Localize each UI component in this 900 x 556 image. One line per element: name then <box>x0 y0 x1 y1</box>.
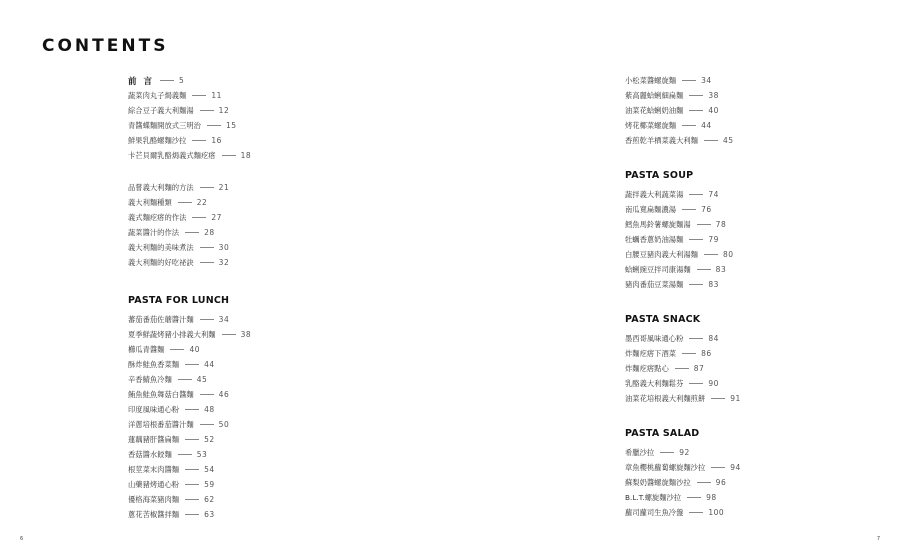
toc-entry-page: 52 <box>204 435 215 444</box>
leader-line <box>200 424 214 425</box>
toc-entry-title: 烤花椰菜螺旋麵 <box>625 120 677 130</box>
toc-entry-title: 義大利麵的好吃祕訣 <box>128 257 194 267</box>
toc-entry[interactable] <box>128 447 251 462</box>
toc-entry-title: B.L.T.螺旋麵沙拉 <box>625 492 682 502</box>
group-spacer <box>625 292 741 314</box>
leader-line <box>682 125 696 126</box>
toc-entry[interactable] <box>625 391 741 406</box>
toc-entry-title: 綜合豆子義大利麵湯 <box>128 105 194 115</box>
toc-entry[interactable] <box>625 361 741 376</box>
leader-line <box>711 467 725 468</box>
leader-line <box>697 269 711 270</box>
leader-line <box>689 110 703 111</box>
section-heading: PASTA SOUP <box>625 170 694 181</box>
leader-line <box>200 319 214 320</box>
toc-entry[interactable] <box>625 460 741 475</box>
toc-entry-page: 76 <box>701 205 712 214</box>
leader-line <box>704 140 718 141</box>
toc-entry-title: 青醬蝶麵開放式三明治 <box>128 120 201 130</box>
toc-entry[interactable] <box>128 492 251 507</box>
toc-entry-page: 28 <box>204 228 215 237</box>
toc-entry[interactable] <box>128 402 251 417</box>
toc-entry-page: 62 <box>204 495 215 504</box>
leader-line <box>178 202 192 203</box>
leader-line <box>185 364 199 365</box>
toc-entry-page: 74 <box>708 190 719 199</box>
leader-line <box>682 80 696 81</box>
toc-entry-page: 48 <box>204 405 215 414</box>
toc-entry-title: 夏季鮮蔬烤豬小排義大利麵 <box>128 329 216 339</box>
toc-entry[interactable] <box>625 331 741 346</box>
toc-entry[interactable] <box>625 277 741 292</box>
leader-line <box>160 80 174 81</box>
toc-entry-title: 酥炸鮭魚香菜麵 <box>128 359 180 369</box>
toc-entry[interactable] <box>128 103 251 118</box>
section-heading: PASTA SNACK <box>625 314 701 325</box>
toc-entry[interactable] <box>128 357 251 372</box>
toc-entry-page: 53 <box>196 450 208 459</box>
leader-line <box>682 209 696 210</box>
toc-entry[interactable] <box>625 217 741 232</box>
leader-line <box>192 140 206 141</box>
toc-entry[interactable] <box>625 88 741 103</box>
toc-entry-title: 品嘗義大利麵的方法 <box>128 182 194 192</box>
toc-entry-page: 12 <box>218 106 230 115</box>
leader-line <box>185 232 199 233</box>
toc-entry-page: 59 <box>204 480 215 489</box>
toc-entry-title: 洋蔥培根番茄醬汁麵 <box>128 419 194 429</box>
leader-line <box>185 409 199 410</box>
toc-entry-title: 根莖菜末肉醬麵 <box>128 464 180 474</box>
toc-entry-title: 南瓜寬扁麵濃湯 <box>625 204 677 214</box>
toc-entry[interactable] <box>625 202 741 217</box>
toc-entry-page: 21 <box>218 183 230 192</box>
group-spacer <box>128 270 251 295</box>
toc-entry-page: 32 <box>218 258 230 267</box>
leader-line <box>689 239 703 240</box>
toc-entry-page: 18 <box>240 151 252 160</box>
toc-entry[interactable] <box>625 490 741 505</box>
toc-entry-title: 白腰豆豬肉義大利湯麵 <box>625 249 698 259</box>
contents-title: CONTENTS <box>42 36 169 56</box>
leader-line <box>689 194 703 195</box>
toc-group <box>625 170 741 292</box>
leader-line <box>200 110 214 111</box>
toc-entry[interactable] <box>625 262 741 277</box>
toc-entry-page: 30 <box>218 243 230 252</box>
leader-line <box>697 482 711 483</box>
leader-line <box>200 262 214 263</box>
toc-entry-title: 炸麵疙瘩下酒菜 <box>625 348 677 358</box>
toc-entry[interactable] <box>128 507 251 522</box>
toc-entry-title: 炸麵疙瘩點心 <box>625 363 669 373</box>
leader-line <box>185 439 199 440</box>
leader-line <box>222 334 236 335</box>
toc-entry-title: 印度風味通心粉 <box>128 404 180 414</box>
toc-entry-page: 5 <box>178 76 185 85</box>
toc-entry-page: 40 <box>189 345 201 354</box>
leader-line <box>178 454 192 455</box>
toc-entry-page: 87 <box>693 364 705 373</box>
leader-line <box>689 512 703 513</box>
toc-entry-page: 79 <box>708 235 719 244</box>
toc-group <box>625 314 741 406</box>
toc-entry-title: 鱈魚馬鈴薯螺旋麵湯 <box>625 219 691 229</box>
toc-entry-title: 蛤蜊豌豆拌司康湯麵 <box>625 264 691 274</box>
toc-entry[interactable] <box>128 432 251 447</box>
right-page-number: 7 <box>876 536 880 542</box>
toc-entry-title: 辛香鯖魚冷麵 <box>128 374 172 384</box>
toc-entry-page: 46 <box>218 390 230 399</box>
toc-entry-page: 90 <box>708 379 719 388</box>
leader-line <box>185 484 199 485</box>
toc-entry-page: 94 <box>730 463 741 472</box>
toc-entry-page: 34 <box>701 76 712 85</box>
toc-entry-title: 乳酪義大利麵鬆芬 <box>625 378 684 388</box>
toc-entry[interactable] <box>128 372 251 387</box>
toc-entry[interactable] <box>128 148 251 163</box>
group-spacer <box>625 406 741 428</box>
toc-group <box>128 295 251 522</box>
leader-line <box>660 452 674 453</box>
toc-entry[interactable] <box>128 240 251 255</box>
toc-entry[interactable] <box>128 387 251 402</box>
toc-group <box>625 428 741 520</box>
leader-line <box>687 497 701 498</box>
toc-entry-page: 96 <box>715 478 727 487</box>
toc-entry[interactable] <box>128 118 251 133</box>
toc-entry-page: 50 <box>218 420 230 429</box>
toc-entry[interactable] <box>128 180 251 195</box>
leader-line <box>192 95 206 96</box>
leader-line <box>711 398 725 399</box>
leader-line <box>200 187 214 188</box>
toc-entry-page: 45 <box>722 136 734 145</box>
toc-entry-title: 櫛瓜青醬麵 <box>128 344 165 354</box>
leader-line <box>689 95 703 96</box>
toc-entry-title: 義大利麵種類 <box>128 197 172 207</box>
toc-entry[interactable] <box>128 133 251 148</box>
toc-entry[interactable] <box>128 225 251 240</box>
toc-entry-title: 蕃茄番茄佐蘑醬汁麵 <box>128 314 194 324</box>
leader-line <box>200 247 214 248</box>
toc-entry[interactable] <box>625 475 741 490</box>
leader-line <box>682 353 696 354</box>
toc-entry[interactable] <box>625 103 741 118</box>
toc-entry-page: 11 <box>211 91 222 100</box>
toc-entry-page: 54 <box>204 465 215 474</box>
leader-line <box>704 254 718 255</box>
toc-entry[interactable] <box>128 342 251 357</box>
toc-entry-title: 鮪魚鮭魚舞菇白醬麵 <box>128 389 194 399</box>
leader-line <box>185 469 199 470</box>
toc-entry[interactable] <box>625 187 741 202</box>
toc-entry-page: 100 <box>708 508 725 517</box>
toc-group <box>128 73 251 163</box>
toc-entry[interactable] <box>625 133 741 148</box>
toc-entry-title: 卡芒貝爾乳酪焗義式麵疙瘩 <box>128 150 216 160</box>
leader-line <box>192 217 206 218</box>
leader-line <box>170 349 184 350</box>
toc-entry[interactable] <box>625 118 741 133</box>
toc-entry[interactable] <box>128 210 251 225</box>
leader-line <box>689 383 703 384</box>
toc-entry-page: 78 <box>715 220 727 229</box>
group-spacer <box>128 163 251 180</box>
toc-entry-title: 優格海菜豬肉麵 <box>128 494 180 504</box>
toc-entry-page: 44 <box>204 360 215 369</box>
toc-entry-page: 91 <box>730 394 741 403</box>
toc-entry-page: 83 <box>708 280 719 289</box>
toc-entry[interactable] <box>128 255 251 270</box>
toc-entry[interactable] <box>128 88 251 103</box>
toc-entry-page: 40 <box>708 106 719 115</box>
toc-entry[interactable] <box>128 73 251 88</box>
section-heading: PASTA FOR LUNCH <box>128 295 230 306</box>
toc-entry-title: 蔥花苦椒醬拌麵 <box>128 509 180 519</box>
toc-entry[interactable] <box>625 445 741 460</box>
left-toc-column <box>128 73 251 522</box>
toc-entry[interactable] <box>625 505 741 520</box>
toc-entry[interactable] <box>625 346 741 361</box>
toc-entry-title: 蔬拌義大利蔬菜湯 <box>625 189 684 199</box>
leader-line <box>207 125 221 126</box>
leader-line <box>185 499 199 500</box>
group-spacer <box>625 148 741 170</box>
leader-line <box>689 284 703 285</box>
leader-line <box>689 338 703 339</box>
toc-entry-page: 86 <box>701 349 712 358</box>
toc-entry-title: 油菜花蛤蜊奶油麵 <box>625 105 684 115</box>
toc-entry-title: 油菜花培根義大利麵煎餅 <box>625 393 706 403</box>
toc-entry-title: 義式麵疙瘩的作法 <box>128 212 187 222</box>
toc-entry[interactable] <box>128 462 251 477</box>
toc-entry-title: 香煎乾羊栖菜義大利麵 <box>625 135 698 145</box>
toc-group <box>625 73 741 148</box>
toc-entry-page: 38 <box>708 91 719 100</box>
toc-entry-page: 34 <box>218 315 230 324</box>
leader-line <box>222 155 236 156</box>
toc-entry-title: 紫高麗蛤蜊細扁麵 <box>625 90 684 100</box>
section-heading: PASTA SALAD <box>625 428 700 439</box>
toc-entry[interactable] <box>128 477 251 492</box>
toc-entry-page: 84 <box>708 334 719 343</box>
toc-entry-page: 98 <box>706 493 717 502</box>
toc-entry-page: 45 <box>196 375 208 384</box>
toc-entry-page: 83 <box>715 265 727 274</box>
left-page-number: 6 <box>20 536 24 542</box>
toc-entry-page: 63 <box>204 510 215 519</box>
toc-entry-page: 92 <box>679 448 690 457</box>
toc-entry-title: 香菇醬水餃麵 <box>128 449 172 459</box>
toc-entry-title: 鮮果乳酪螺麵沙拉 <box>128 135 187 145</box>
toc-entry-title: 蔬菜醬汁的作法 <box>128 227 180 237</box>
toc-entry[interactable] <box>128 327 251 342</box>
leader-line <box>178 379 192 380</box>
toc-entry-title: 義大利麵的美味煮法 <box>128 242 194 252</box>
toc-entry-title: 章魚櫻桃蘿蔔螺旋麵沙拉 <box>625 462 706 472</box>
toc-entry[interactable] <box>128 417 251 432</box>
toc-entry-page: 15 <box>225 121 237 130</box>
leader-line <box>185 514 199 515</box>
toc-entry-title: 蓮藕豬肝醬扁麵 <box>128 434 180 444</box>
toc-entry-title: 牡蠣香蔥奶油湯麵 <box>625 234 684 244</box>
toc-entry[interactable] <box>625 376 741 391</box>
toc-entry[interactable] <box>128 195 251 210</box>
leader-line <box>200 394 214 395</box>
leader-line <box>675 368 689 369</box>
toc-entry-title: 小松菜醬螺旋麵 <box>625 75 677 85</box>
toc-entry-title: 墨西哥風味通心粉 <box>625 333 684 343</box>
toc-entry-page: 16 <box>211 136 222 145</box>
toc-entry-page: 22 <box>196 198 208 207</box>
toc-entry-title: 前 言 <box>128 76 154 87</box>
toc-entry[interactable] <box>625 73 741 88</box>
toc-entry-page: 44 <box>701 121 712 130</box>
toc-entry-title: 豬肉番茄豆菜湯麵 <box>625 279 684 289</box>
toc-group <box>128 180 251 270</box>
leader-line <box>697 224 711 225</box>
toc-entry-title: 希臘沙拉 <box>625 447 655 457</box>
toc-entry[interactable] <box>625 232 741 247</box>
toc-entry-page: 27 <box>211 213 222 222</box>
toc-entry-page: 80 <box>722 250 734 259</box>
toc-entry[interactable] <box>625 247 741 262</box>
toc-entry-title: 蔬菜肉丸子焗義麵 <box>128 90 187 100</box>
toc-entry-title: 蘿司蘿司生魚冷盤 <box>625 507 684 517</box>
toc-entry-page: 38 <box>240 330 252 339</box>
toc-entry[interactable] <box>128 312 251 327</box>
toc-entry-title: 山藥豬烤通心粉 <box>128 479 180 489</box>
toc-entry-title: 蘇梨奶醬螺旋麵沙拉 <box>625 477 691 487</box>
right-toc-column <box>625 73 741 520</box>
